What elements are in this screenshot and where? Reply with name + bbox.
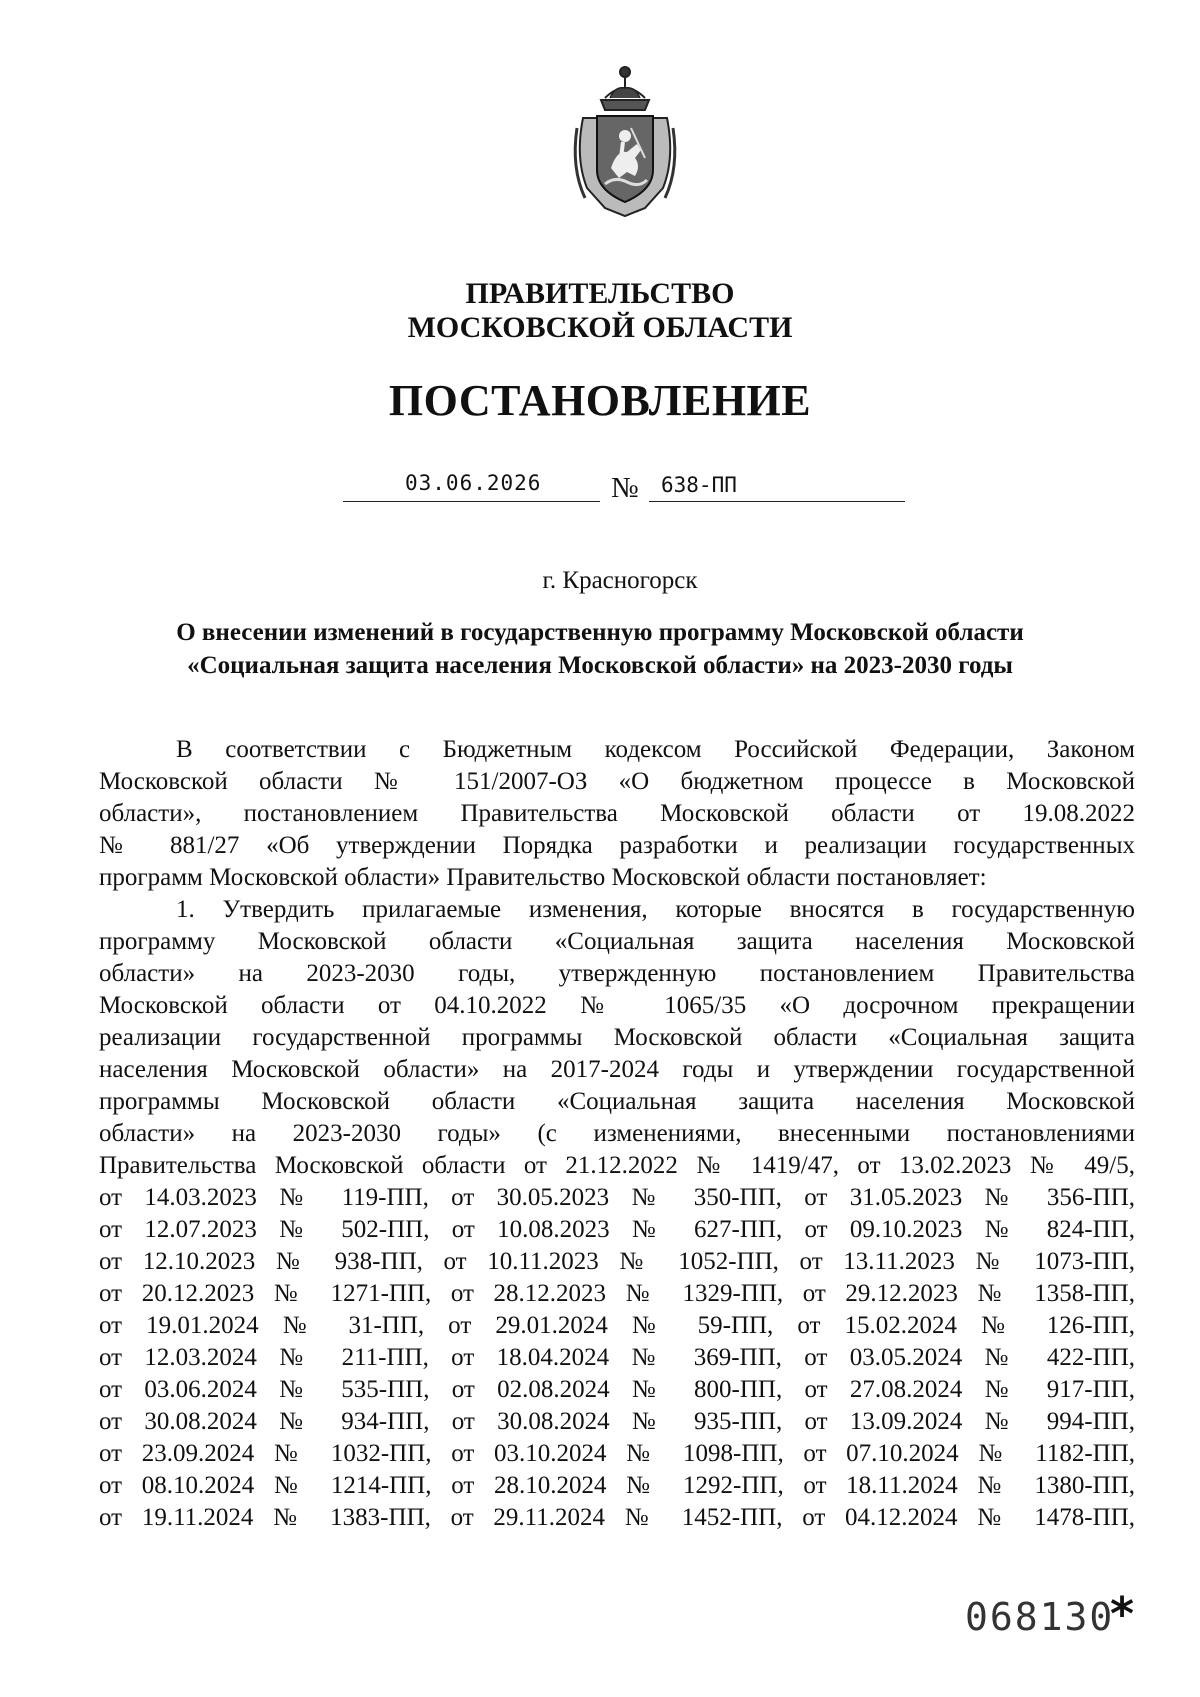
city-label: г. Красногорск	[542, 567, 698, 594]
body-line: области», постановлением Правительства Московской области от 19.08.2022	[99, 800, 1135, 827]
subject-line2: «Социальная защита населения Московской области» на 2023-2030 годы	[187, 652, 1013, 679]
body-line: от 03.06.2024 № 535-ПП, от 02.08.2024 № 800-ПП, от 27.08.2024 № 917-ПП,	[99, 1376, 1135, 1403]
body-line: населения Московской области» на 2017-2024 годы и утверждении государственной	[99, 1056, 1135, 1083]
body-line: 1. Утвердить прилагаемые изменения, которые вносятся в государственную	[176, 896, 1135, 923]
body-line: от 14.03.2023 № 119-ПП, от 30.05.2023 № 350-ПП, от 31.05.2023 № 356-ПП,	[99, 1184, 1135, 1211]
body-line: от 08.10.2024 № 1214-ПП, от 28.10.2024 № 1292-ПП, от 18.11.2024 № 1380-ПП,	[99, 1472, 1135, 1499]
body-line: программу Московской области «Социальная защита населения Московской	[99, 928, 1135, 955]
organization-name-line1: ПРАВИТЕЛЬСТВО	[465, 277, 735, 310]
subject-line1: О внесении изменений в государственную программу Московской области	[176, 619, 1024, 646]
body-line: от 19.01.2024 № 31-ПП, от 29.01.2024 № 59-ПП, от 15.02.2024 № 126-ПП,	[99, 1312, 1135, 1339]
body-line: области» на 2023-2030 годы» (с изменениями, внесенными постановлениями	[99, 1120, 1135, 1147]
body-line: Правительства Московской области от 21.12.2022 № 1419/47, от 13.02.2023 № 49/5,	[99, 1152, 1135, 1179]
body-line: от 12.10.2023 № 938-ПП, от 10.11.2023 № 1052-ПП, от 13.11.2023 № 1073-ПП,	[99, 1248, 1135, 1275]
body-line: от 19.11.2024 № 1383-ПП, от 29.11.2024 № 1452-ПП, от 04.12.2024 № 1478-ПП,	[99, 1504, 1135, 1531]
body-line: от 12.03.2024 № 211-ПП, от 18.04.2024 № 369-ПП, от 03.05.2024 № 422-ПП,	[99, 1344, 1135, 1371]
number-sign: №	[611, 472, 639, 504]
document-type-title: ПОСТАНОВЛЕНИЕ	[388, 376, 812, 425]
body-line: реализации государственной программы Московской области «Социальная защита	[99, 1024, 1135, 1051]
body-line: Московской области от 04.10.2022 № 1065/35 «О досрочном прекращении	[99, 992, 1135, 1019]
form-serial-number: 068130	[965, 1595, 1115, 1639]
body-line: программ Московской области» Правительство Московской области постановляет:	[99, 864, 987, 891]
body-line: от 12.07.2023 № 502-ПП, от 10.08.2023 № 627-ПП, от 09.10.2023 № 824-ПП,	[99, 1216, 1135, 1243]
body-line: области» на 2023-2030 годы, утвержденную постановлением Правительства	[99, 960, 1135, 987]
document-date: 03.06.2026	[405, 471, 542, 495]
body-line: от 23.09.2024 № 1032-ПП, от 03.10.2024 № 1098-ПП, от 07.10.2024 № 1182-ПП,	[99, 1440, 1135, 1467]
body-line: программы Московской области «Социальная защита населения Московской	[99, 1088, 1135, 1115]
body-line: от 30.08.2024 № 934-ПП, от 30.08.2024 № 935-ПП, от 13.09.2024 № 994-ПП,	[99, 1408, 1135, 1435]
body-line: Московской области № 151/2007-ОЗ «О бюджетном процессе в Московской	[99, 768, 1135, 795]
body-line: от 20.12.2023 № 1271-ПП, от 28.12.2023 № 1329-ПП, от 29.12.2023 № 1358-ПП,	[99, 1280, 1135, 1307]
body-line: № 881/27 «Об утверждении Порядка разработки и реализации государственных	[99, 832, 1135, 859]
coat-of-arms-icon	[565, 58, 685, 218]
document-number: 638-ПП	[661, 473, 737, 497]
organization-name-line2: МОСКОВСКОЙ ОБЛАСТИ	[407, 311, 793, 344]
body-line: В соответствии с Бюджетным кодексом Российской Федерации, Законом	[176, 736, 1135, 763]
asterisk-mark: *	[1110, 1587, 1135, 1641]
